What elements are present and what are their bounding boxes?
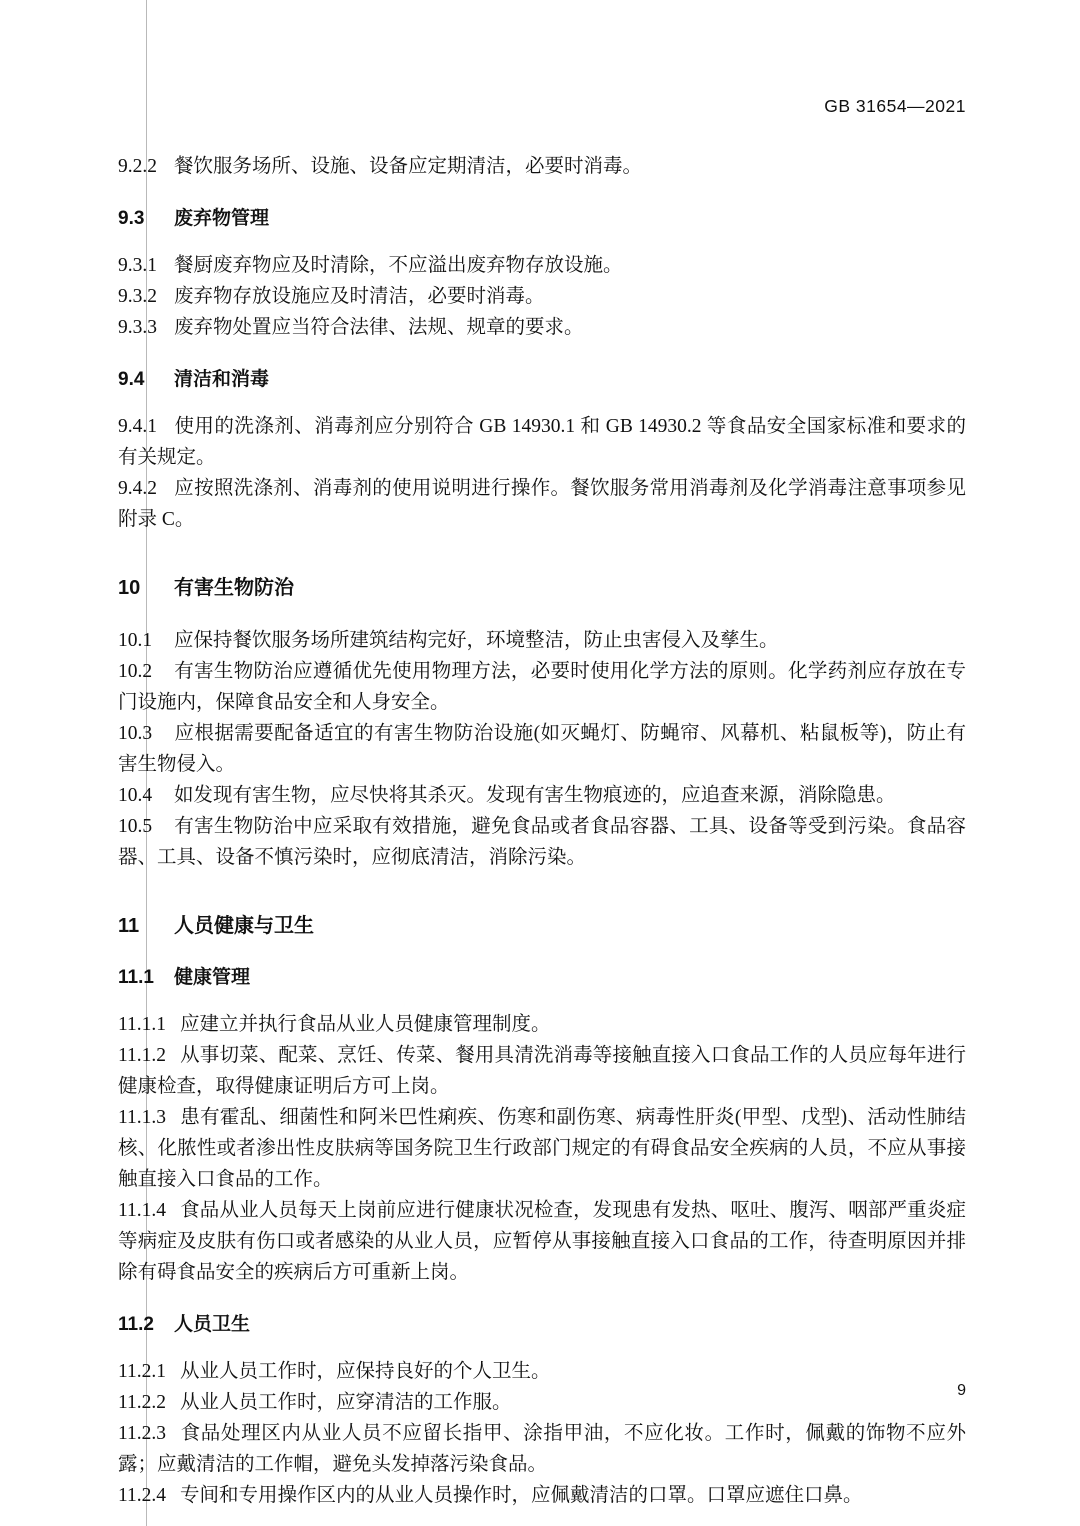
heading-text: 人员卫生 bbox=[174, 1314, 251, 1335]
clause-11-1-4 bbox=[118, 1195, 966, 1288]
clause-text: 废弃物处置应当符合法律、法规、规章的要求。 bbox=[174, 317, 584, 338]
clause-number: 11.2.2 bbox=[118, 1392, 167, 1413]
clause-11-2-2 bbox=[118, 1387, 966, 1418]
heading-9-3 bbox=[118, 204, 966, 234]
clause-9-3-3 bbox=[118, 312, 966, 343]
clause-text: 餐饮服务场所、设施、设备应定期清洁，必要时消毒。 bbox=[174, 156, 643, 177]
heading-number: 11.2 bbox=[118, 1314, 154, 1335]
clause-text: 有害生物防治应遵循优先使用物理方法，必要时使用化学方法的原则。化学药剂应存放在专门设施内，保障食品安全和人身安全。 bbox=[118, 661, 966, 713]
clause-number: 11.1.1 bbox=[118, 1014, 167, 1035]
clause-number: 9.3.1 bbox=[118, 255, 157, 276]
clause-number: 9.3.3 bbox=[118, 317, 157, 338]
heading-number: 11.1 bbox=[118, 967, 154, 988]
clause-11-2-4 bbox=[118, 1480, 966, 1511]
clause-text: 从业人员工作时，应保持良好的个人卫生。 bbox=[180, 1361, 551, 1382]
heading-text: 有害生物防治 bbox=[174, 577, 294, 599]
heading-number: 10 bbox=[118, 577, 141, 599]
heading-text: 人员健康与卫生 bbox=[174, 915, 314, 937]
clause-11-1-2 bbox=[118, 1040, 966, 1102]
heading-10 bbox=[118, 573, 966, 603]
clause-10-5 bbox=[118, 811, 966, 873]
clause-text: 应按照洗涤剂、消毒剂的使用说明进行操作。餐饮服务常用消毒剂及化学消毒注意事项参见附录 C。 bbox=[118, 478, 966, 530]
clause-text: 食品从业人员每天上岗前应进行健康状况检查，发现患有发热、呕吐、腹泻、咽部严重炎症等病症及皮肤有伤口或者感染的从业人员，应暂停从事接触直接入口食品的工作，待查明原因并排除有碍食品安全的疾病后方可重新上岗。 bbox=[118, 1200, 966, 1283]
clause-10-2 bbox=[118, 656, 966, 718]
clause-number: 10.1 bbox=[118, 630, 153, 651]
clause-text: 专间和专用操作区内的从业人员操作时，应佩戴清洁的口罩。口罩应遮住口鼻。 bbox=[180, 1485, 863, 1506]
page-header-standard-code: GB 31654—2021 bbox=[824, 96, 966, 116]
clause-number: 11.1.2 bbox=[118, 1045, 167, 1066]
clause-9-2-2 bbox=[118, 151, 966, 182]
heading-11-2 bbox=[118, 1310, 966, 1340]
clause-number: 9.3.2 bbox=[118, 286, 157, 307]
clause-text: 食品处理区内从业人员不应留长指甲、涂指甲油，不应化妆。工作时，佩戴的饰物不应外露；应戴清洁的工作帽，避免头发掉落污染食品。 bbox=[118, 1423, 966, 1475]
heading-number: 11 bbox=[118, 915, 140, 937]
clause-text: 应根据需要配备适宜的有害生物防治设施(如灭蝇灯、防蝇帘、风幕机、粘鼠板等)，防止有害生物侵入。 bbox=[118, 723, 966, 775]
heading-number: 9.4 bbox=[118, 369, 145, 390]
clause-number: 10.3 bbox=[118, 723, 153, 744]
clause-11-1-1 bbox=[118, 1009, 966, 1040]
clause-text: 餐厨废弃物应及时清除，不应溢出废弃物存放设施。 bbox=[174, 255, 623, 276]
clause-9-3-1 bbox=[118, 250, 966, 281]
heading-11 bbox=[118, 911, 966, 941]
clause-text: 从事切菜、配菜、烹饪、传菜、餐用具清洗消毒等接触直接入口食品工作的人员应每年进行健康检查，取得健康证明后方可上岗。 bbox=[118, 1045, 966, 1097]
heading-text: 清洁和消毒 bbox=[174, 369, 270, 390]
clause-9-3-2 bbox=[118, 281, 966, 312]
heading-text: 健康管理 bbox=[174, 967, 251, 988]
clause-number: 11.2.4 bbox=[118, 1485, 167, 1506]
clause-number: 9.2.2 bbox=[118, 156, 157, 177]
clause-9-4-1 bbox=[118, 411, 966, 473]
clause-text: 应建立并执行食品从业人员健康管理制度。 bbox=[180, 1014, 551, 1035]
clause-11-2-1 bbox=[118, 1356, 966, 1387]
heading-text: 废弃物管理 bbox=[174, 208, 270, 229]
clause-text: 如发现有害生物，应尽快将其杀灭。发现有害生物痕迹的，应追查来源，消除隐患。 bbox=[174, 785, 896, 806]
page-number: 9 bbox=[957, 1382, 966, 1399]
clause-10-4 bbox=[118, 780, 966, 811]
clause-11-1-3 bbox=[118, 1102, 966, 1195]
clause-number: 10.5 bbox=[118, 816, 153, 837]
heading-11-1 bbox=[118, 963, 966, 993]
clause-number: 11.2.1 bbox=[118, 1361, 167, 1382]
heading-9-4 bbox=[118, 365, 966, 395]
clause-number: 11.2.3 bbox=[118, 1423, 167, 1444]
clause-10-1 bbox=[118, 625, 966, 656]
clause-text: 使用的洗涤剂、消毒剂应分别符合 GB 14930.1 和 GB 14930.2 等食品安全国家标准和要求的有关规定。 bbox=[118, 416, 966, 468]
clause-number: 11.1.4 bbox=[118, 1200, 167, 1221]
clause-text: 患有霍乱、细菌性和阿米巴性痢疾、伤寒和副伤寒、病毒性肝炎(甲型、戊型)、活动性肺结核、化脓性或者渗出性皮肤病等国务院卫生行政部门规定的有碍食品安全疾病的人员，不应从事接触直接入口食品的工作。 bbox=[118, 1107, 966, 1190]
clause-text: 废弃物存放设施应及时清洁，必要时消毒。 bbox=[174, 286, 545, 307]
clause-number: 10.4 bbox=[118, 785, 153, 806]
clause-11-2-3 bbox=[118, 1418, 966, 1480]
clause-number: 9.4.2 bbox=[118, 478, 157, 499]
clause-10-3 bbox=[118, 718, 966, 780]
clause-number: 10.2 bbox=[118, 661, 153, 682]
clause-number: 11.1.3 bbox=[118, 1107, 167, 1128]
clause-text: 应保持餐饮服务场所建筑结构完好，环境整洁，防止虫害侵入及孳生。 bbox=[174, 630, 779, 651]
clause-number: 9.4.1 bbox=[118, 416, 157, 437]
heading-number: 9.3 bbox=[118, 208, 145, 229]
clause-9-4-2 bbox=[118, 473, 966, 535]
page-content bbox=[118, 96, 966, 1511]
clause-text: 有害生物防治中应采取有效措施，避免食品或者食品容器、工具、设备等受到污染。食品容器、工具、设备不慎污染时，应彻底清洁，消除污染。 bbox=[118, 816, 966, 868]
clause-text: 从业人员工作时，应穿清洁的工作服。 bbox=[180, 1392, 512, 1413]
